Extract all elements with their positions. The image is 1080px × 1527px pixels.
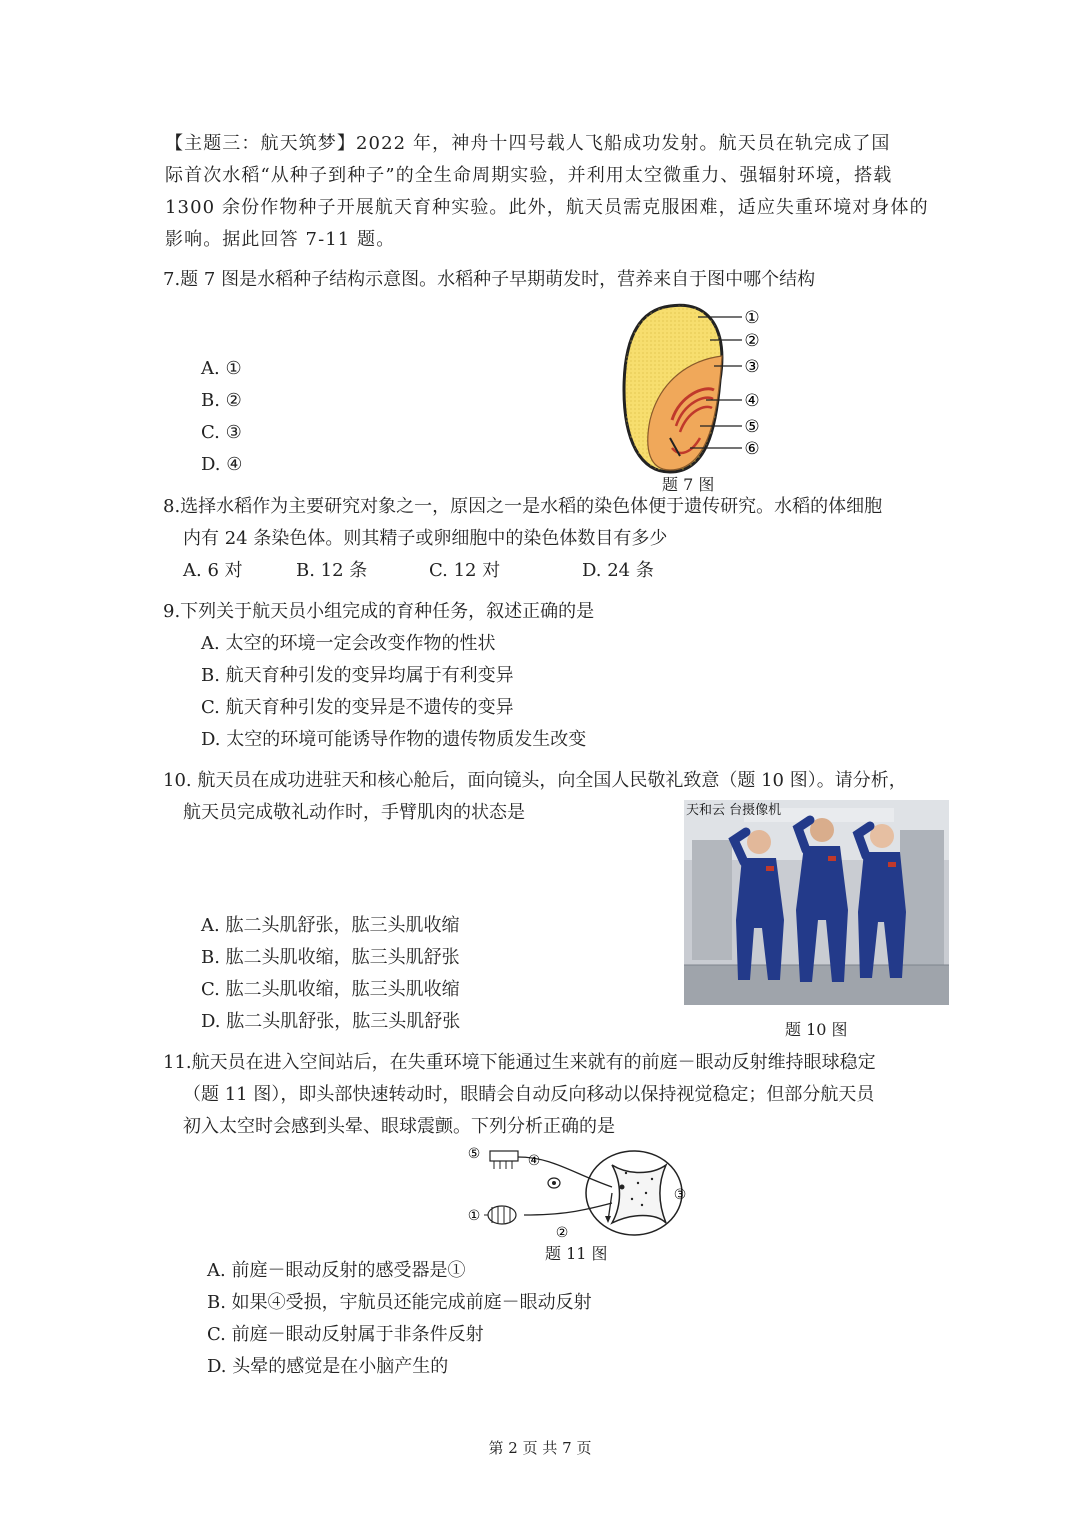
intro-line-4: 影响。据此回答 7-11 题。	[165, 229, 396, 250]
q9-option-c: C. 航天育种引发的变异是不遗传的变异	[201, 697, 514, 718]
q8-option-a: A. 6 对	[183, 560, 243, 581]
q10-option-c: C. 肱二头肌收缩，肱三头肌收缩	[201, 979, 460, 1000]
intro-line-3: 1300 余份作物种子开展航天育种实验。此外，航天员需克服困难，适应失重环境对身体的	[165, 197, 929, 218]
q7-option-d: D. ④	[201, 454, 243, 475]
reflex-label-4: ④	[527, 1153, 541, 1169]
q7-stem: 7.题 7 图是水稻种子结构示意图。水稻种子早期萌发时，营养来自于图中哪个结构	[163, 269, 816, 290]
seed-label-6: ⑥	[744, 439, 760, 459]
seed-label-2: ②	[744, 331, 760, 351]
q11-option-c: C. 前庭－眼动反射属于非条件反射	[207, 1324, 484, 1345]
q7-option-a: A. ①	[201, 358, 242, 379]
q7-option-b: B. ②	[201, 390, 242, 411]
q10-option-a: A. 肱二头肌舒张，肱三头肌收缩	[201, 915, 460, 936]
reflex-arc-figure	[462, 1143, 692, 1243]
rice-seed-figure	[610, 300, 780, 475]
page-footer: 第 2 页 共 7 页	[488, 1439, 592, 1457]
photo-overlay-text: 天和云 台摄像机	[686, 803, 782, 818]
q10-option-b: B. 肱二头肌收缩，肱三头肌舒张	[201, 947, 460, 968]
muscle-coil	[488, 1206, 516, 1224]
q9-option-d: D. 太空的环境可能诱导作物的遗传物质发生改变	[201, 729, 587, 750]
q10-stem-line-1: 10. 航天员在成功进驻天和核心舱后，面向镜头，向全国人民敬礼致意（题 10 图）。请分析，	[163, 770, 907, 791]
q8-option-c: C. 12 对	[429, 560, 501, 581]
q11-stem-line-1: 11.航天员在进入空间站后，在失重环境下能通过生来就有的前庭－眼动反射维持眼球稳定	[163, 1052, 876, 1073]
q7-caption: 题 7 图	[662, 475, 715, 494]
q11-option-d: D. 头晕的感觉是在小脑产生的	[207, 1356, 449, 1377]
seed-label-1: ①	[744, 308, 760, 328]
reflex-label-1: ①	[467, 1208, 481, 1224]
q8-stem-line-2: 内有 24 条染色体。则其精子或卵细胞中的染色体数目有多少	[183, 528, 668, 549]
reflex-label-3: ③	[673, 1187, 687, 1203]
q8-stem-line-1: 8.选择水稻作为主要研究对象之一，原因之一是水稻的染色体便于遗传研究。水稻的体细胞	[163, 496, 883, 517]
astronauts-salute-photo	[684, 800, 949, 1005]
q11-stem-line-2: （题 11 图），即头部快速转动时，眼睛会自动反向移动以保持视觉稳定；但部分航天员	[183, 1084, 875, 1105]
q11-stem-line-3: 初入太空时会感到头晕、眼球震颤。下列分析正确的是	[183, 1116, 615, 1137]
q10-option-d: D. 肱二头肌舒张，肱三头肌舒张	[201, 1011, 461, 1032]
q11-caption: 题 11 图	[545, 1244, 608, 1263]
q9-stem: 9.下列关于航天员小组完成的育种任务，叙述正确的是	[163, 601, 595, 622]
intro-line-1: 【主题三：航天筑梦】2022 年，神舟十四号载人飞船成功发射。航天员在轨完成了国	[165, 133, 891, 154]
seed-label-4: ④	[744, 391, 760, 411]
reflex-label-2: ②	[555, 1225, 569, 1241]
seed-label-5: ⑤	[744, 417, 760, 437]
q10-stem-line-2: 航天员完成敬礼动作时，手臂肌肉的状态是	[183, 802, 525, 823]
q8-option-d: D. 24 条	[582, 560, 654, 581]
seed-label-3: ③	[744, 357, 760, 377]
reflex-label-5: ⑤	[467, 1146, 481, 1162]
q9-option-a: A. 太空的环境一定会改变作物的性状	[201, 633, 496, 654]
q7-option-c: C. ③	[201, 422, 242, 443]
q8-option-b: B. 12 条	[296, 560, 368, 581]
q10-caption: 题 10 图	[785, 1020, 848, 1039]
q11-option-a: A. 前庭－眼动反射的感受器是①	[207, 1260, 466, 1281]
q9-option-b: B. 航天育种引发的变异均属于有利变异	[201, 665, 514, 686]
intro-line-2: 际首次水稻“从种子到种子”的全生命周期实验，并利用太空微重力、强辐射环境，搭载	[165, 165, 893, 186]
q11-option-b: B. 如果④受损，宇航员还能完成前庭－眼动反射	[207, 1292, 592, 1313]
